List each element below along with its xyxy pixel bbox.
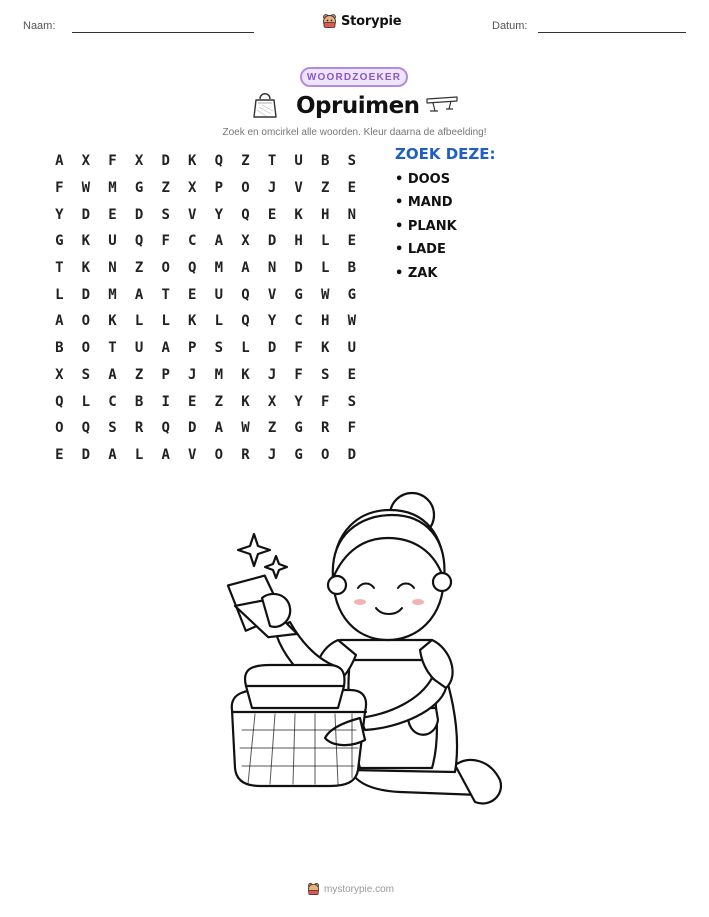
grid-letter[interactable]: Y bbox=[55, 206, 64, 223]
grid-letter[interactable]: L bbox=[321, 233, 330, 250]
grid-letter[interactable]: X bbox=[241, 233, 250, 250]
grid-letter[interactable]: E bbox=[347, 366, 357, 383]
grid-letter[interactable]: O bbox=[55, 420, 64, 437]
page-title: Opruimen bbox=[296, 93, 420, 119]
grid-letter[interactable]: A bbox=[55, 313, 64, 330]
grid-letter[interactable]: K bbox=[321, 340, 330, 357]
grid-letter[interactable]: C bbox=[188, 233, 197, 250]
brand bbox=[322, 13, 401, 29]
grid-letter[interactable]: H bbox=[321, 313, 330, 330]
grid-letter[interactable]: U bbox=[347, 340, 357, 357]
grid-letter[interactable]: O bbox=[81, 313, 91, 330]
grid-letter[interactable]: U bbox=[214, 286, 224, 303]
date-line[interactable] bbox=[538, 32, 686, 33]
grid-row bbox=[46, 228, 365, 255]
grid-letter[interactable]: A bbox=[214, 420, 224, 437]
grid-letter[interactable]: L bbox=[55, 286, 64, 303]
grid-letter[interactable]: K bbox=[188, 153, 197, 170]
grid-letter[interactable]: Q bbox=[55, 393, 64, 410]
grid-letter[interactable]: Z bbox=[241, 153, 250, 170]
name-line[interactable] bbox=[72, 32, 254, 33]
grid-letter[interactable]: T bbox=[108, 340, 117, 357]
word-item: • MAND bbox=[395, 195, 453, 211]
grid-letter[interactable]: X bbox=[55, 366, 64, 383]
word-item: • DOOS bbox=[395, 172, 451, 187]
grid-letter[interactable]: P bbox=[188, 340, 197, 357]
grid-letter[interactable]: F bbox=[294, 340, 303, 357]
grid-letter[interactable]: L bbox=[134, 313, 144, 330]
grid-letter[interactable]: D bbox=[267, 233, 277, 250]
grid-row bbox=[46, 415, 365, 442]
grid-letter[interactable]: E bbox=[108, 206, 117, 223]
grid-letter[interactable]: R bbox=[134, 420, 144, 437]
grid-letter[interactable]: O bbox=[214, 446, 224, 463]
grid-letter[interactable]: U bbox=[134, 340, 144, 357]
grid-letter[interactable]: O bbox=[321, 446, 330, 463]
grid-row bbox=[46, 442, 365, 469]
grid-letter[interactable]: Z bbox=[267, 420, 277, 437]
grid-letter[interactable]: K bbox=[294, 206, 303, 223]
grid-letter[interactable]: L bbox=[321, 260, 330, 277]
grid-letter[interactable]: J bbox=[267, 180, 277, 197]
grid-letter[interactable]: E bbox=[267, 206, 277, 223]
word-item: • LADE bbox=[395, 242, 446, 258]
grid-row bbox=[46, 148, 365, 175]
grid-row bbox=[46, 201, 365, 228]
grid-letter[interactable]: V bbox=[294, 180, 303, 197]
grid-letter[interactable]: A bbox=[161, 446, 170, 463]
grid-letter[interactable]: Y bbox=[267, 313, 277, 330]
grid-letter[interactable]: O bbox=[241, 180, 250, 197]
grid-letter[interactable]: K bbox=[241, 393, 250, 410]
grid-letter[interactable]: Q bbox=[81, 420, 91, 437]
shelf-icon bbox=[425, 95, 459, 117]
grid-letter[interactable]: L bbox=[81, 393, 91, 410]
grid-letter[interactable]: E bbox=[347, 233, 357, 250]
grid-letter[interactable]: A bbox=[55, 153, 64, 170]
grid-letter[interactable]: D bbox=[81, 286, 91, 303]
grid-letter[interactable]: C bbox=[108, 393, 117, 410]
grid-letter[interactable]: X bbox=[81, 153, 91, 170]
grid-letter[interactable]: S bbox=[321, 366, 330, 383]
grid-letter[interactable]: K bbox=[188, 313, 197, 330]
grid-letter[interactable]: V bbox=[188, 206, 197, 223]
grid-letter[interactable]: Q bbox=[241, 313, 250, 330]
grid-letter[interactable]: P bbox=[161, 366, 170, 383]
grid-letter[interactable]: M bbox=[108, 180, 117, 197]
footer-url[interactable]: mystorypie.com bbox=[324, 883, 395, 895]
grid-letter[interactable]: Q bbox=[161, 420, 170, 437]
grid-letter[interactable]: L bbox=[161, 313, 170, 330]
grid-letter[interactable]: A bbox=[108, 366, 117, 383]
grid-letter[interactable]: B bbox=[134, 393, 144, 410]
grid-letter[interactable]: O bbox=[161, 260, 170, 277]
grid-letter[interactable]: E bbox=[188, 393, 197, 410]
grid-letter[interactable]: Z bbox=[134, 260, 144, 277]
grid-letter[interactable]: C bbox=[294, 313, 303, 330]
grid-letter[interactable]: E bbox=[188, 286, 197, 303]
shopping-bag-icon bbox=[252, 89, 278, 119]
grid-letter[interactable]: A bbox=[214, 233, 224, 250]
grid-letter[interactable]: L bbox=[214, 313, 224, 330]
instructions: Zoek en omcirkel alle woorden. Kleur daarna de afbeelding! bbox=[222, 127, 487, 138]
grid-row bbox=[46, 335, 365, 362]
grid-letter[interactable]: K bbox=[241, 366, 250, 383]
grid-letter[interactable]: S bbox=[81, 366, 91, 383]
grid-letter[interactable]: O bbox=[81, 340, 91, 357]
grid-letter[interactable]: D bbox=[347, 446, 357, 463]
grid-letter[interactable]: X bbox=[267, 393, 277, 410]
grid-letter[interactable]: D bbox=[161, 153, 170, 170]
grid-letter[interactable]: F bbox=[161, 233, 170, 250]
grid-letter[interactable]: Z bbox=[214, 393, 224, 410]
grid-letter[interactable]: F bbox=[55, 180, 64, 197]
grid-letter[interactable]: J bbox=[267, 366, 277, 383]
grid-letter[interactable]: L bbox=[134, 446, 144, 463]
sparkle-icon bbox=[265, 556, 287, 578]
grid-letter[interactable]: G bbox=[294, 420, 303, 437]
grid-letter[interactable]: V bbox=[188, 446, 197, 463]
grid-letter[interactable]: A bbox=[161, 340, 170, 357]
grid-letter[interactable]: K bbox=[81, 260, 91, 277]
grid-letter[interactable]: Z bbox=[161, 180, 170, 197]
grid-letter[interactable]: Q bbox=[134, 233, 144, 250]
grid-letter[interactable]: X bbox=[134, 153, 144, 170]
grid-letter[interactable]: U bbox=[294, 153, 303, 170]
grid-letter[interactable]: Z bbox=[134, 366, 144, 383]
grid-letter[interactable]: F bbox=[321, 393, 330, 410]
grid-letter[interactable]: R bbox=[321, 420, 330, 437]
grid-letter[interactable]: H bbox=[321, 206, 330, 223]
grid-row bbox=[46, 255, 365, 282]
word-item: • PLANK bbox=[395, 218, 457, 234]
grid-letter[interactable]: M bbox=[214, 366, 224, 383]
grid-letter[interactable]: K bbox=[108, 313, 117, 330]
grid-letter[interactable]: R bbox=[241, 446, 250, 463]
grid-letter[interactable]: W bbox=[241, 420, 250, 437]
grid-letter[interactable]: T bbox=[161, 286, 170, 303]
grid-letter[interactable]: S bbox=[347, 153, 357, 170]
word-list-heading: ZOEK DEZE: bbox=[395, 145, 496, 163]
grid-letter[interactable]: N bbox=[267, 260, 277, 277]
grid-letter[interactable]: V bbox=[267, 286, 277, 303]
grid-letter[interactable]: M bbox=[214, 260, 224, 277]
grid-letter[interactable]: S bbox=[108, 420, 117, 437]
woman-folding-laundry-illustration bbox=[200, 490, 510, 820]
word-item: • ZAK bbox=[395, 265, 438, 281]
grid-letter[interactable]: T bbox=[55, 260, 64, 277]
worksheet-type-badge: WOORDZOEKER bbox=[300, 67, 408, 87]
grid-letter[interactable]: S bbox=[161, 206, 170, 223]
storypie-mascot-icon bbox=[307, 882, 320, 896]
word-search-grid[interactable] bbox=[46, 148, 365, 468]
sparkle-icon bbox=[238, 534, 270, 566]
grid-letter[interactable]: D bbox=[188, 420, 197, 437]
grid-letter[interactable]: K bbox=[81, 233, 91, 250]
grid-letter[interactable]: U bbox=[108, 233, 117, 250]
grid-row bbox=[46, 362, 365, 389]
grid-letter[interactable]: A bbox=[108, 446, 117, 463]
grid-letter[interactable]: D bbox=[267, 340, 277, 357]
grid-letter[interactable]: F bbox=[347, 420, 357, 437]
grid-letter[interactable]: P bbox=[214, 180, 224, 197]
word-list bbox=[395, 145, 496, 289]
grid-letter[interactable]: S bbox=[214, 340, 224, 357]
grid-letter[interactable]: Y bbox=[294, 393, 303, 410]
grid-letter[interactable]: G bbox=[134, 180, 144, 197]
grid-letter[interactable]: B bbox=[347, 260, 357, 277]
grid-letter[interactable]: A bbox=[241, 260, 250, 277]
grid-letter[interactable]: D bbox=[134, 206, 144, 223]
grid-letter[interactable]: Z bbox=[321, 180, 330, 197]
grid-letter[interactable]: W bbox=[81, 180, 91, 197]
grid-letter[interactable]: B bbox=[321, 153, 330, 170]
grid-letter[interactable]: F bbox=[294, 366, 303, 383]
brand-name: Storypie bbox=[341, 13, 402, 29]
grid-letter[interactable]: Q bbox=[188, 260, 197, 277]
grid-letter[interactable]: X bbox=[188, 180, 197, 197]
name-label: Naam: bbox=[23, 20, 56, 32]
grid-letter[interactable]: W bbox=[321, 286, 330, 303]
grid-letter[interactable]: H bbox=[294, 233, 303, 250]
grid-letter[interactable]: J bbox=[188, 366, 197, 383]
grid-letter[interactable]: J bbox=[267, 446, 277, 463]
grid-letter[interactable]: E bbox=[347, 180, 357, 197]
grid-letter[interactable]: G bbox=[347, 286, 357, 303]
grid-letter[interactable]: E bbox=[55, 446, 64, 463]
grid-letter[interactable]: I bbox=[161, 393, 170, 410]
grid-letter[interactable]: Y bbox=[214, 206, 224, 223]
grid-letter[interactable]: D bbox=[294, 260, 303, 277]
grid-letter[interactable]: D bbox=[81, 446, 91, 463]
grid-row bbox=[46, 308, 365, 335]
grid-letter[interactable]: Q bbox=[241, 206, 250, 223]
grid-letter[interactable]: G bbox=[294, 286, 303, 303]
grid-letter[interactable]: N bbox=[108, 260, 117, 277]
grid-letter[interactable]: G bbox=[55, 233, 64, 250]
date-label: Datum: bbox=[492, 20, 528, 32]
storypie-mascot-icon bbox=[322, 13, 337, 29]
grid-letter[interactable]: M bbox=[108, 286, 117, 303]
grid-letter[interactable]: L bbox=[241, 340, 250, 357]
grid-letter[interactable]: B bbox=[55, 340, 64, 357]
grid-letter[interactable]: W bbox=[347, 313, 357, 330]
grid-letter[interactable]: D bbox=[81, 206, 91, 223]
grid-letter[interactable]: Q bbox=[214, 153, 224, 170]
grid-letter[interactable]: S bbox=[347, 393, 357, 410]
grid-row bbox=[46, 388, 365, 415]
grid-letter[interactable]: F bbox=[108, 153, 117, 170]
grid-letter[interactable]: G bbox=[294, 446, 303, 463]
grid-letter[interactable]: A bbox=[134, 286, 144, 303]
footer bbox=[307, 882, 394, 896]
grid-letter[interactable]: T bbox=[267, 153, 277, 170]
grid-letter[interactable]: N bbox=[347, 206, 357, 223]
grid-row bbox=[46, 175, 365, 202]
grid-letter[interactable]: Q bbox=[241, 286, 250, 303]
grid-row bbox=[46, 281, 365, 308]
